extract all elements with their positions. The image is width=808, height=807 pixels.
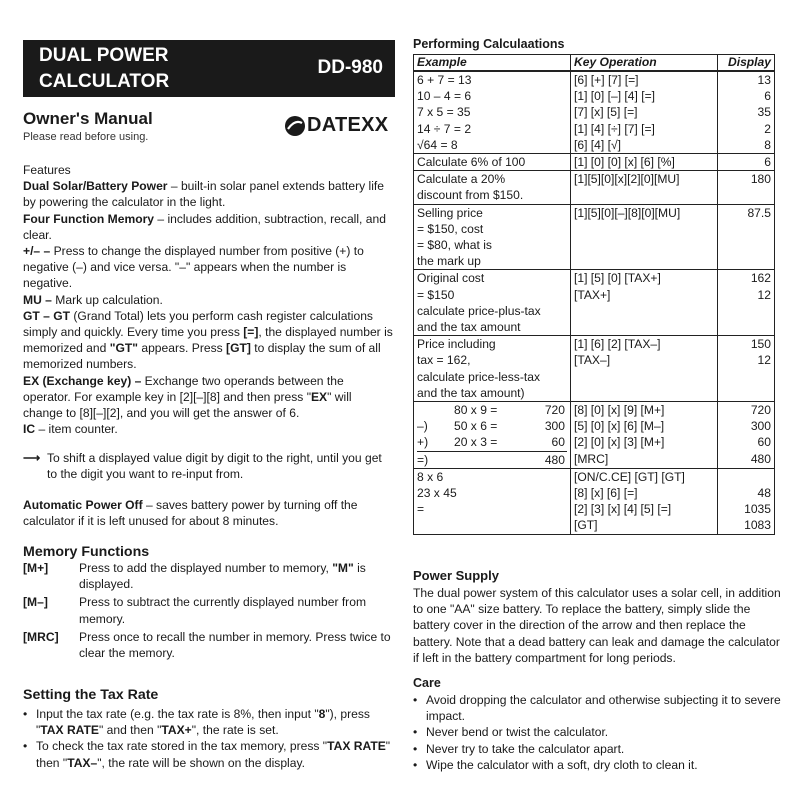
memory-key: [M–] <box>23 595 48 610</box>
cell-line: [7] [x] [5] [=] <box>574 105 638 120</box>
mem-expr: 80 x 9 = <box>454 403 498 418</box>
example-cell <box>414 468 571 534</box>
feature-text: Exchange two operands between the operator. For example key in [2][–][8] and then press " <box>23 373 344 404</box>
cell-line: 720 <box>750 403 771 418</box>
memory-example-line <box>417 418 567 434</box>
feature-text: , the displayed number is memorized and <box>23 325 393 356</box>
care-item <box>413 757 785 773</box>
shift-note <box>23 450 393 482</box>
operations-table <box>413 54 775 535</box>
cell-line <box>417 517 567 533</box>
feature-text: Press to change the displayed number from positive (+) to negative (–) and vice versa. "–" appears when the number is negative. <box>23 244 364 291</box>
cell-line: 2 <box>764 121 771 136</box>
table-row <box>414 468 775 534</box>
cell-line: 150 <box>750 337 771 352</box>
cell-line: = $150 <box>417 287 455 302</box>
display-cell <box>718 71 775 154</box>
cell-line: 12 <box>757 287 771 302</box>
cell-line: [2] [3] [x] [4] [5] [=] <box>574 502 672 517</box>
feature-text: appears. Press <box>137 341 227 356</box>
example-cell <box>414 270 571 336</box>
table-header-row <box>414 55 775 72</box>
mem-op: –) <box>417 419 428 434</box>
tax-bullet <box>23 706 393 738</box>
banner-title-line2: CALCULATOR <box>39 71 170 92</box>
col-key-operation: Key Operation <box>571 55 718 72</box>
memory-item <box>23 629 393 661</box>
table-row <box>414 154 775 171</box>
cell-line: [MRC] <box>574 451 609 466</box>
title-banner <box>23 40 395 97</box>
tax-text: " then " <box>36 739 391 770</box>
feature-text: – includes addition, subtraction, recall, and clear. <box>23 211 386 242</box>
manual-subtitle: Please read before using. <box>23 131 149 143</box>
key-label: EX <box>310 389 328 404</box>
bullet-icon: • <box>413 741 418 756</box>
cell-line: 6 + 7 = 13 <box>417 73 472 87</box>
tax-text: ", the rate will be shown on the display. <box>97 755 305 770</box>
cell-line: 300 <box>750 419 771 434</box>
features-heading: Features <box>23 163 71 177</box>
display-cell: 87.5 <box>718 204 775 270</box>
cell-line: [GT] <box>574 518 598 533</box>
key-cell <box>571 468 718 534</box>
cell-line: [8] [0] [x] [9] [M+] <box>574 403 665 418</box>
feature-label: Dual Solar/Battery Power <box>23 179 168 194</box>
memory-key: [MRC] <box>23 629 59 644</box>
tax-text: To check the tax rate stored in the tax memory, press " <box>36 739 328 754</box>
memory-key: [M+] <box>23 561 49 575</box>
banner-title-line1: DUAL POWER <box>39 45 169 66</box>
key-cell: [1][5][0][x][2][0][MU] <box>571 171 718 204</box>
tax-text: "), press " <box>36 707 370 738</box>
cell-line: 14 ÷ 7 = 2 <box>417 121 472 136</box>
feature-label: +/– – <box>23 244 51 259</box>
bullet-icon: • <box>413 725 418 740</box>
cell-line <box>721 469 771 485</box>
example-cell <box>414 204 571 270</box>
cell-line: discount from $150. <box>417 188 524 203</box>
manual-title: Owner's Manual <box>23 109 153 128</box>
cell-line: 12 <box>757 353 771 368</box>
table-row <box>414 204 775 270</box>
memory-desc-text: Press to add the displayed number to memory, <box>79 561 333 575</box>
memory-desc: Press once to recall the number in memory. Press twice to clear the memory. <box>79 629 391 661</box>
cell-line: 1083 <box>744 518 771 533</box>
feature-ex <box>23 373 393 422</box>
cell-line: = <box>417 502 425 517</box>
feature-text: (Grand Total) lets you perform cash register calculations simply and quickly. Every time you press <box>23 308 373 340</box>
key-cell: [1][5][0][–][8][0][MU] <box>571 204 718 270</box>
tax-bullet <box>23 738 393 770</box>
care-item <box>413 741 785 757</box>
cell-line: = $150, cost <box>417 221 484 236</box>
cell-line: Selling price <box>417 205 483 220</box>
cell-line: [5] [0] [x] [6] [M–] <box>574 419 665 434</box>
bullet-icon: • <box>23 739 28 754</box>
cell-line: 8 x 6 <box>417 469 444 484</box>
key-cell <box>571 270 718 336</box>
cell-line: = $80, what is <box>417 238 492 253</box>
feature-plus-minus <box>23 243 393 292</box>
table-row <box>414 336 775 402</box>
example-cell <box>414 402 571 469</box>
mem-result: 720 <box>544 403 565 418</box>
care-text: Never try to take the calculator apart. <box>426 741 625 756</box>
operations-heading: Performing Calculaations <box>413 37 565 51</box>
brand-name: DATEXX <box>307 114 389 136</box>
feature-label: GT – GT <box>23 308 71 323</box>
memory-mark: "M" <box>332 561 354 575</box>
care-text: Avoid dropping the calculator and otherwise subjecting it to severe impact. <box>426 693 781 724</box>
table-row <box>414 71 775 154</box>
memory-desc: Press to subtract the currently displayed number from memory. <box>79 595 367 626</box>
cell-line: 23 x 45 <box>417 486 457 500</box>
mem-result: 60 <box>551 435 565 450</box>
memory-desc <box>79 560 393 592</box>
example-cell <box>414 171 571 204</box>
care-item <box>413 692 785 724</box>
display-cell <box>718 468 775 534</box>
auto-power-off <box>23 497 393 529</box>
cell-line: and the tax amount) <box>417 385 525 400</box>
feature-label: EX (Exchange key) – <box>23 373 142 388</box>
mem-op: =) <box>417 452 429 467</box>
cell-line: [TAX+] <box>574 287 611 302</box>
cell-line: [1] [5] [0] [TAX+] <box>574 271 661 286</box>
feature-label: Automatic Power Off <box>23 498 143 512</box>
memory-example-line <box>417 452 567 468</box>
mem-result: 300 <box>544 419 565 434</box>
cell-line: [ON/C.CE] [GT] [GT] <box>574 469 685 484</box>
tax-text: " and then " <box>98 723 162 738</box>
cell-line: 60 <box>757 435 771 450</box>
display-cell: 6 <box>718 154 775 171</box>
feature-gt <box>23 308 393 373</box>
bullet-icon: • <box>413 693 418 707</box>
power-text: The dual power system of this calculator uses a solar cell, in addition to one "AA" size battery. To replace the battery, simply slide the battery cover in the direction of the arrow and then replace the battery. Note that a dead battery can leak and damage the calculator if left in the battery compartment for long periods. <box>413 586 781 665</box>
cell-line: 10 – 4 = 6 <box>417 89 472 104</box>
cell-line: [TAX–] <box>574 353 611 368</box>
feature-label: MU – <box>23 292 52 307</box>
cell-line: [8] [x] [6] [=] <box>574 486 638 501</box>
cell-line: √64 = 8 <box>417 137 458 152</box>
key-label: TAX RATE <box>327 739 386 754</box>
key-label: [GT] <box>226 341 251 356</box>
cell-line: [1] [0] [–] [4] [=] <box>574 89 656 104</box>
key-label: TAX– <box>67 755 98 770</box>
cell-line: and the tax amount <box>417 320 521 335</box>
care-heading: Care <box>413 676 441 690</box>
cell-line: Price including <box>417 337 496 352</box>
key-label: "GT" <box>109 341 138 356</box>
key-cell: [1] [0] [0] [x] [6] [%] <box>571 154 718 171</box>
feature-text: Mark up calculation. <box>51 292 163 307</box>
feature-dual-power <box>23 178 393 210</box>
memory-desc-text: is displayed. <box>79 561 366 592</box>
cell-line: [6] [+] [7] [=] <box>574 73 639 87</box>
key-label: TAX RATE <box>40 723 99 738</box>
feature-text: – item counter. <box>35 422 118 437</box>
memory-example-line <box>417 434 567 451</box>
tax-text: Input the tax rate (e.g. the tax rate is 8%, then input " <box>36 707 319 721</box>
mem-result: 480 <box>544 452 565 467</box>
cell-line: the mark up <box>417 254 481 269</box>
table-row <box>414 270 775 336</box>
model-number: DD-980 <box>317 57 383 78</box>
bullet-icon: • <box>413 757 418 772</box>
datexx-logo-icon <box>284 115 306 137</box>
cell-line: [1] [4] [÷] [7] [=] <box>574 121 655 136</box>
brand-logo <box>284 114 399 140</box>
mem-expr: 20 x 3 = <box>454 435 498 450</box>
feature-text: to display the sum of all memorized numbers. <box>23 341 381 372</box>
memory-item <box>23 560 393 592</box>
memory-item <box>23 594 393 626</box>
cell-line: 8 <box>764 137 771 152</box>
cell-line: [6] [4] [√] <box>574 137 621 152</box>
feature-mu <box>23 292 393 308</box>
feature-label: IC <box>23 422 36 437</box>
display-cell <box>718 336 775 402</box>
care-text: Wipe the calculator with a soft, dry cloth to clean it. <box>426 757 698 772</box>
cell-line: 480 <box>750 451 771 466</box>
cell-line: 162 <box>750 271 771 286</box>
cell-line: Original cost <box>417 271 485 286</box>
memory-heading: Memory Functions <box>23 544 150 560</box>
care-list <box>413 692 785 773</box>
care-item <box>413 724 785 740</box>
feature-four-function <box>23 211 393 243</box>
cell-line: 6 <box>764 89 771 104</box>
example-cell <box>414 336 571 402</box>
bullet-icon: • <box>23 707 28 721</box>
cell-line: 48 <box>757 486 771 500</box>
features-section <box>23 162 393 437</box>
cell-line: 13 <box>757 73 771 87</box>
cell-line: tax = 162, <box>417 353 471 368</box>
col-example: Example <box>414 55 571 72</box>
cell-line: [1] [6] [2] [TAX–] <box>574 337 661 352</box>
cell-line: 35 <box>757 105 771 120</box>
memory-list <box>23 560 393 663</box>
table-row <box>414 171 775 204</box>
feature-text: " will change to [8][–][2], and you will get the answer of 6. <box>23 389 352 421</box>
feature-label: Four Function Memory <box>23 211 155 226</box>
key-cell <box>571 402 718 469</box>
tax-heading: Setting the Tax Rate <box>23 687 159 703</box>
feature-text: – built-in solar panel extends battery life by powering the calculator in the light. <box>23 179 384 210</box>
key-cell <box>571 71 718 154</box>
cell-line: 1035 <box>744 502 771 517</box>
example-cell: Calculate 6% of 100 <box>414 154 571 171</box>
cell-line: [2] [0] [x] [3] [M+] <box>574 435 665 450</box>
memory-example-line <box>417 402 567 418</box>
display-cell <box>718 402 775 469</box>
feature-text: – saves battery power by turning off the calculator if it is left unused for about 8 minutes. <box>23 498 358 529</box>
key-label: TAX+ <box>161 723 192 738</box>
care-text: Never bend or twist the calculator. <box>426 725 609 740</box>
feature-ic <box>23 421 393 437</box>
mem-expr: 50 x 6 = <box>454 419 498 434</box>
power-heading: Power Supply <box>413 568 499 583</box>
key-label: 8 <box>318 707 326 721</box>
table-row <box>414 402 775 469</box>
key-label: [=] <box>243 325 259 340</box>
cell-line: 7 x 5 = 35 <box>417 105 471 120</box>
right-arrow-icon: ⟶ <box>23 451 41 465</box>
mem-op: +) <box>417 435 429 450</box>
cell-line: Calculate a 20% <box>417 172 506 187</box>
col-display: Display <box>718 55 775 72</box>
example-cell <box>414 71 571 154</box>
tax-text: ", the rate is set. <box>191 723 279 738</box>
tax-list <box>23 706 393 771</box>
cell-line: calculate price-plus-tax <box>417 303 541 318</box>
display-cell <box>718 270 775 336</box>
display-cell: 180 <box>718 171 775 204</box>
shift-note-text: To shift a displayed value digit by digit to the right, until you get to the digit you want to re-input from. <box>47 451 382 482</box>
key-cell <box>571 336 718 402</box>
cell-line: calculate price-less-tax <box>417 369 540 384</box>
